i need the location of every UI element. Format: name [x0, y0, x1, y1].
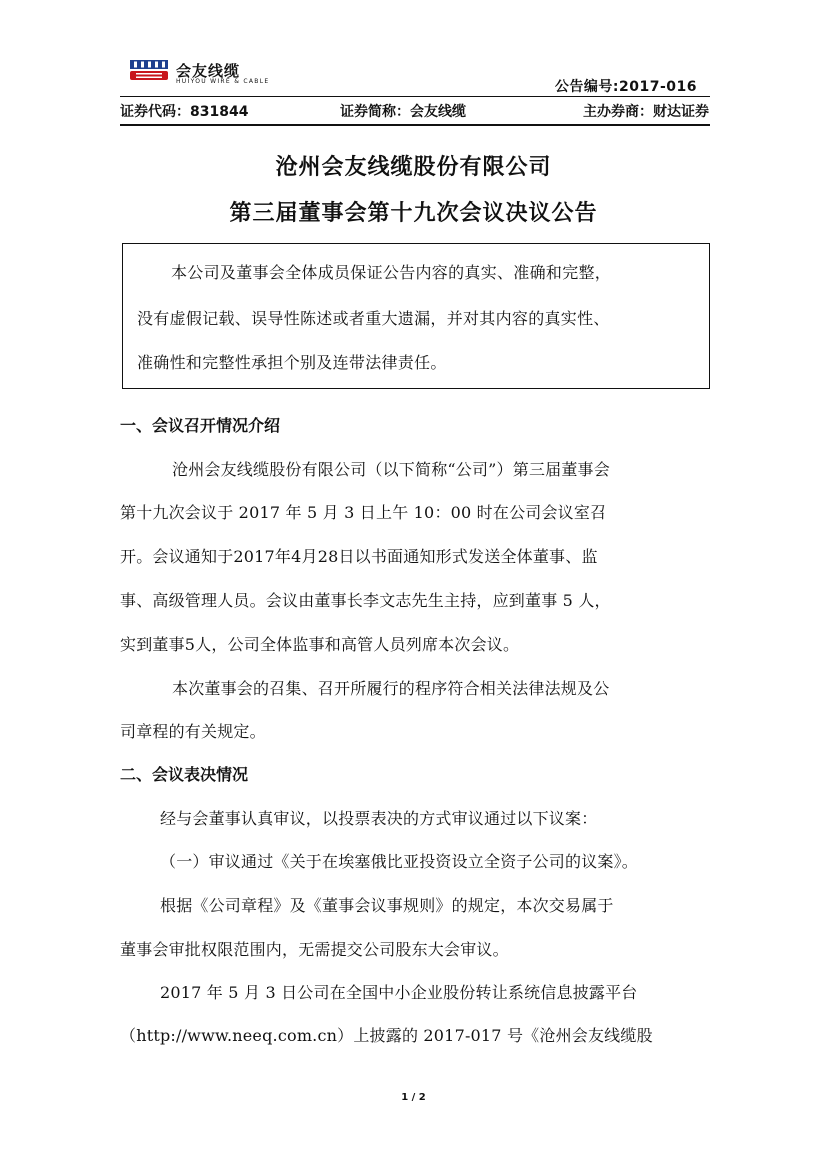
header-rule-bottom	[120, 124, 710, 126]
header-rule-top	[120, 96, 710, 97]
logo-english-name: HUIYOU WIRE & CABLE	[176, 78, 270, 85]
page-number: 1 / 2	[401, 1092, 426, 1103]
logo-chinese-name: 会友线缆	[176, 62, 241, 80]
company-title: 沧州会友线缆股份有限公司	[275, 155, 552, 180]
disclaimer-line: 本公司及董事会全体成员保证公告内容的真实、准确和完整，	[171, 263, 612, 282]
section-heading-voting: 二、会议表决情况	[120, 765, 249, 784]
paragraph-line: 本次董事会的召集、召开所履行的程序符合相关法律法规及公	[172, 679, 610, 698]
paragraph-line: 董事会审批权限范围内，无需提交公司股东大会审议。	[120, 940, 509, 959]
disclaimer-line: 准确性和完整性承担个别及连带法律责任。	[137, 353, 447, 372]
disclaimer-box	[122, 243, 710, 389]
notice-number: 公告编号:2017-016	[554, 79, 697, 95]
paragraph-line: 实到董事5人，公司全体监事和高管人员列席本次会议。	[120, 635, 520, 654]
paragraph-line: 事、高级管理人员。会议由董事长李文志先生主持，应到董事 5 人，	[120, 591, 611, 610]
logo-mark-icon	[128, 58, 172, 82]
paragraph-line: （http://www.neeq.com.cn）上披露的 2017-017 号《沧州会友线缆股	[120, 1026, 653, 1045]
disclaimer-line: 没有虚假记载、误导性陈述或者重大遗漏，并对其内容的真实性、	[137, 309, 610, 328]
paragraph-line: 根据《公司章程》及《董事会议事规则》的规定，本次交易属于	[160, 896, 614, 915]
resolution-item: （一）审议通过《关于在埃塞俄比亚投资设立全资子公司的议案》。	[160, 852, 639, 871]
sponsor-broker: 主办券商：财达证券	[583, 104, 709, 120]
paragraph-line: 沧州会友线缆股份有限公司（以下简称“公司”）第三届董事会	[172, 460, 610, 479]
security-abbreviation: 证券简称：会友线缆	[340, 104, 466, 120]
paragraph-line: 司章程的有关规定。	[120, 722, 266, 741]
paragraph-line: 2017 年 5 月 3 日公司在全国中小企业股份转让系统信息披露平台	[160, 983, 638, 1002]
section-heading-meeting: 一、会议召开情况介绍	[120, 416, 281, 435]
announcement-title: 第三届董事会第十九次会议决议公告	[229, 201, 598, 226]
company-logo	[128, 58, 278, 86]
paragraph-line: 经与会董事认真审议，以投票表决的方式审议通过以下议案：	[160, 809, 598, 828]
paragraph-line: 第十九次会议于 2017 年 5 月 3 日上午 10：00 时在公司会议室召	[120, 503, 607, 522]
security-code: 证券代码：831844	[120, 104, 249, 120]
paragraph-line: 开。会议通知于2017年4月28日以书面通知形式发送全体董事、监	[120, 547, 598, 566]
